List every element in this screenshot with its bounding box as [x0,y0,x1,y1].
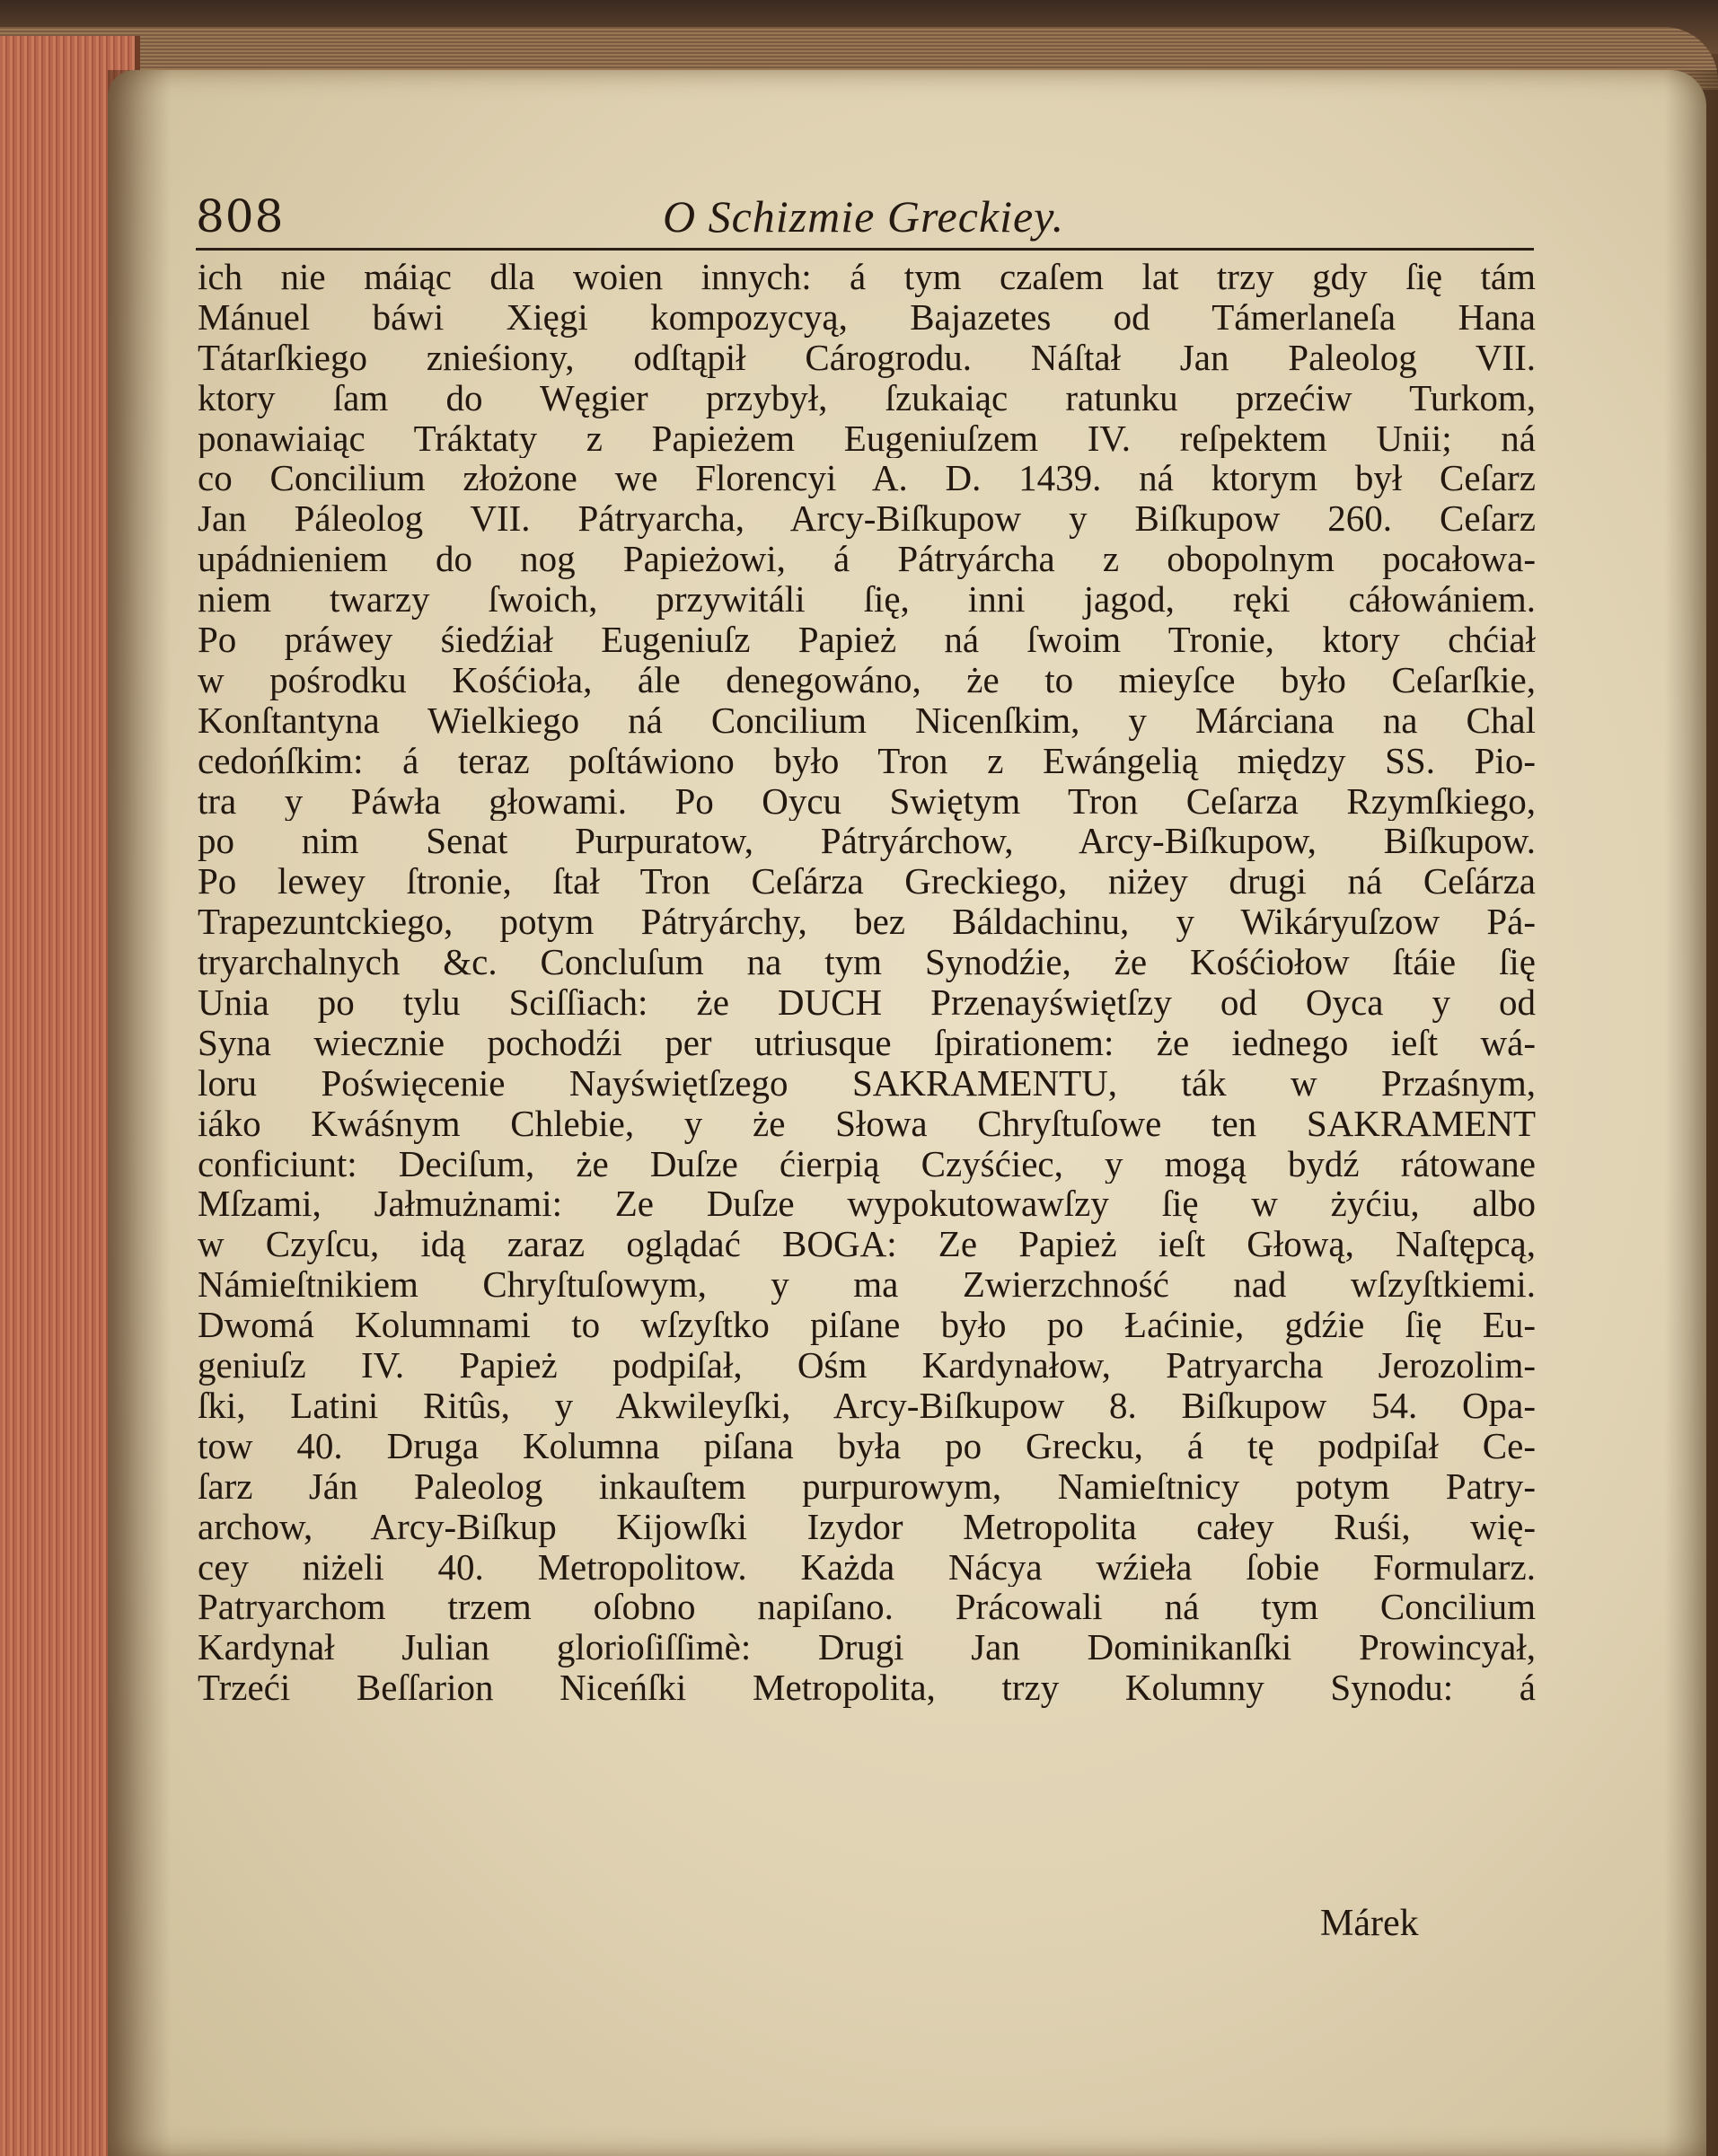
page-header [196,190,1534,251]
page-number: 808 [196,190,285,242]
text-line: cedońſkim: á teraz poſtáwiono było Tron z Ewángelią między SS. Pio- [198,740,1536,781]
text-line: loru Poświęcenie Nayświętſzego SAKRAMENTU, ták w Przaśnym, [198,1062,1536,1104]
text-line: Námieſtnikiem Chryſtuſowym, y ma Zwierzchność nad wſzyſtkiemi. [198,1264,1536,1306]
text-line: Trzeći Beſſarion Niceńſki Metropolita, trzy Kolumny Synodu: á [198,1668,1536,1709]
text-line: ſarz Ján Paleolog inkauſtem purpurowym, Namieſtnicy potym Patry- [198,1465,1536,1507]
text-line: Dwomá Kolumnami to wſzyſtko piſane było po Łaćinie, gdźie ſię Eu- [198,1305,1536,1346]
text-line: conficiunt: Deciſum, że Duſze ćierpią Czyśćiec, y mogą bydź rátowane [198,1143,1536,1184]
text-line: tryarchalnych &c. Concluſum na tym Synodźie, że Kośćiołow ſtáie ſię [198,942,1536,983]
text-line: Kardynał Julian glorioſiſſimè: Drugi Jan Dominikanſki Prowincyał, [198,1627,1536,1668]
text-line: ktory ſam do Węgier przybył, ſzukaiąc ratunku przećiw Turkom, [198,377,1536,418]
text-line: Unia po tylu Sciſſiach: że DUCH Przenayświętſzy od Oyca y od [198,982,1536,1023]
text-line: archow, Arcy-Biſkup Kijowſki Izydor Metropolita całey Ruśi, wię- [198,1506,1536,1547]
body-text [198,257,1536,1708]
text-line: Mſzami, Jałmużnami: Ze Duſze wypokutowawſzy ſię w żyćiu, albo [198,1184,1536,1225]
text-line: upádnieniem do nog Papieżowi, á Pátryárcha z obopolnym pocałowa- [198,539,1536,580]
text-line: iáko Kwáśnym Chlebie, y że Słowa Chryſtuſowe ten SAKRAMENT [198,1103,1536,1144]
text-line: niem twarzy ſwoich, przywitáli ſię, inni jagod, ręki cáłowániem. [198,579,1536,620]
text-line: ich nie máiąc dla woien innych: á tym czaſem lat trzy gdy ſię tám [198,257,1536,297]
right-edge-shadow [1664,70,1718,2156]
text-line: Tátarſkiego znieśiony, odſtąpił Cárogrodu. Náſtał Jan Paleolog VII. [198,337,1536,378]
text-line: w Czyſcu, idą zaraz oglądać BOGA: Ze Papież ieſt Głową, Naſtępcą, [198,1224,1536,1265]
catchword: Márek [1320,1903,1419,1944]
spine-shadow [108,70,171,2156]
text-line: po nim Senat Purpuratow, Pátryárchow, Arcy-Biſkupow, Biſkupow. [198,821,1536,862]
text-line: Trapezuntckiego, potym Pátryárchy, bez Báldachinu, y Wikáryuſzow Pá- [198,902,1536,943]
text-line: Jan Páleolog VII. Pátryarcha, Arcy-Biſkupow y Biſkupow 260. Ceſarz [198,498,1536,540]
text-line: ponawiaiąc Tráktaty z Papieżem Eugeniuſzem IV. reſpektem Unii; ná [198,418,1536,459]
text-line: w pośrodku Kośćioła, ále denegowáno, że to mieyſce było Ceſarſkie, [198,659,1536,700]
text-line: tow 40. Druga Kolumna piſana była po Grecku, á tę podpiſał Ce- [198,1425,1536,1466]
running-head: O Schizmie Greckiey. [663,191,1065,242]
text-line: co Concilium złożone we Florencyi A. D. 1439. ná ktorym był Ceſarz [198,458,1536,499]
text-line: geniuſz IV. Papież podpiſał, Ośm Kardynałow, Patryarcha Jerozolim- [198,1345,1536,1386]
text-line: ſki, Latini Ritûs, y Akwileyſki, Arcy-Biſkupow 8. Biſkupow 54. Opa- [198,1385,1536,1426]
text-line: Mánuel báwi Xięgi kompozycyą, Bajazetes od Támerlaneſa Hana [198,296,1536,338]
text-line: cey niżeli 40. Metropolitow. Każda Nácya wźieła ſobie Formularz. [198,1546,1536,1588]
text-line: Po lewey ſtronie, ſtał Tron Ceſárza Greckiego, niżey drugi ná Ceſárza [198,861,1536,902]
text-line: Po práwey śiedźiał Eugeniuſz Papież ná ſwoim Tronie, ktory chćiał [198,620,1536,660]
text-line: Patryarchom trzem oſobno napiſano. Prácowali ná tym Concilium [198,1587,1536,1628]
text-line: Syna wiecznie pochodźi per utriusque ſpirationem: że iednego ieſt wá- [198,1022,1536,1063]
text-line: Konſtantyna Wielkiego ná Concilium Nicenſkim, y Márciana na Chal [198,700,1536,741]
text-line: tra y Páwła głowami. Po Oycu Swiętym Tron Ceſarza Rzymſkiego, [198,780,1536,822]
